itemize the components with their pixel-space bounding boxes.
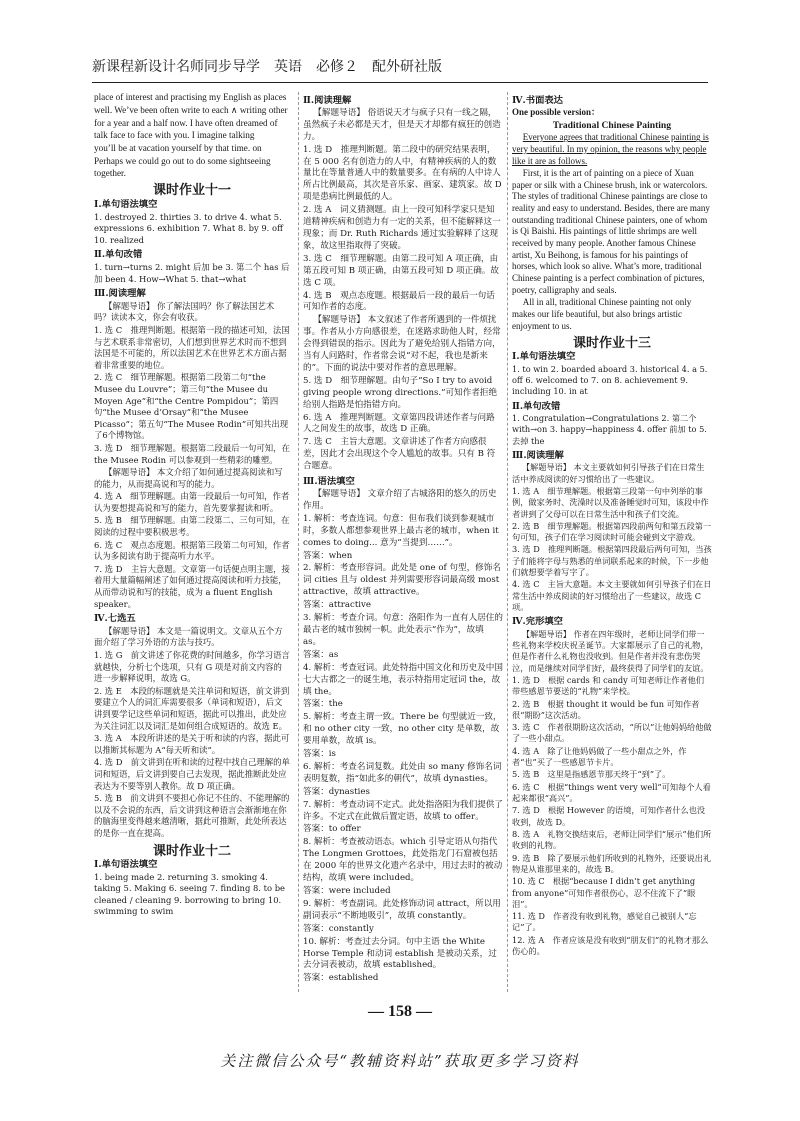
answer-line: 答案：were included — [303, 886, 391, 896]
answer-line: 答案：to offer — [303, 824, 361, 835]
answer-line: 答案：dynasties — [303, 786, 370, 797]
answer-line: 答案：the — [303, 699, 343, 710]
section-title: Ⅰ.单句语法填空 — [94, 199, 158, 211]
section-title: Ⅰ.单句语法填空 — [512, 351, 576, 363]
paragraph: 【解题导语】 文章介绍了古城洛阳的悠久的历史作用。 — [303, 489, 497, 511]
paragraph: 2. 选 A 词义猜测题。由上一段可知科学家只是知道精神疾病和创造力有一定的关系，但不能解释这一现象；而 Dr. Ruth Richards 通过实验解释了这现象，故这里指取得了突破。 — [303, 205, 501, 251]
column-right — [512, 92, 712, 958]
paragraph: 6. 选 C 观点态度题。根据第三段第二句可知，作者认为多阅读有助于提高听力水平。 — [94, 539, 290, 562]
paragraph: 6. 选 A 推理判断题。文章第四段讲述作者与问路人之间发生的故事，故选 D 正确。 — [303, 412, 495, 435]
section-title: Ⅳ.书面表达 — [512, 95, 563, 106]
answer-line: 答案：as — [303, 649, 339, 660]
paragraph: 6. 解析：考查名词复数。此处由 so many 修饰名词表明复数，指“如此多的朝代”，故填 dynasties。 — [303, 761, 502, 784]
essay-title: Traditional Chinese Painting — [552, 119, 672, 131]
paragraph: 2. 选 E 本段的标题就是关注单词和短语，前文讲到要建立个人的词汇库需要很多（单词和短语），后文讲到要学记这些单词和短语，据此可以推出，此处应为关注词汇以及词汇是如何组合成短语的。故选 E。 — [94, 685, 290, 731]
paragraph: 8. 选 A 礼物交换结束后，老师让同学们“展示”他们所收到的礼物。 — [512, 828, 712, 851]
page-number: — 158 — — [368, 1003, 432, 1020]
paragraph: 【解题导语】 本文叙述了作者所遇到的一件烦扰事。作者从小方向感很差，在迷路求助他人时，经常会得到错误的指示。因此为了避免给别人指错方向，当有人问路时，作者常会说“对不起，我也是新来的”。下面的说法中要对作者的意思理解。 — [303, 315, 501, 373]
paragraph: 9. 选 B 除了要展示他们所收到的礼物外，还要说出礼物是从谁那里来的，故选 B。 — [512, 852, 712, 874]
answer-line: 答案：established — [303, 973, 379, 984]
page-header — [92, 56, 708, 83]
paragraph: 9. 解析：考查副词。此处修饰动词 attract，所以用副词表示“不断地吸引”，故填 constantly。 — [303, 898, 501, 921]
paragraph: 1. 选 A 细节理解题。根据第三段第一句中列举的事例，做家务时、洗澡时以及准备睡觉时可知，该段中作者讲到了父母可以在日常生活中和孩子们交流。 — [512, 485, 709, 519]
paragraph: 5. 解析：考查主谓一致。There be 句型就近一致，和 no other city 一致，no other city 是单数，故要用单数，故填 is。 — [303, 712, 502, 747]
section-title: Ⅱ.阅读理解 — [303, 95, 352, 106]
paragraph: 4. 选 A 细节理解题。由第一段最后一句可知，作者认为要想提高说和写的能力，首先要掌握读和听。 — [94, 491, 290, 513]
column-divider — [507, 92, 508, 992]
paragraph: 【解题导语】 本文介绍了如何通过提高阅读和写的能力，从而提高说和写的能力。 — [94, 467, 283, 489]
paragraph: 10. 选 C 根据“because I didn’t get anything from anyone”可知作者很伤心，忍不住流下了“眼泪”。 — [512, 876, 696, 909]
paragraph: 2. 选 C 细节理解题。根据第二段第二句“the Musee du Louvre”；第三句“the Musee du Moyen Age”和“the Centre Pompidou”；第四句“the Musee d’Orsay”和“the Musee Picasso”；第五句“The Musee Rodin”可知共出现了6个博物馆。 — [94, 372, 289, 441]
paragraph: 5. 选 B 这里是指感恩节那天终于“到”了。 — [512, 769, 671, 780]
column-left — [94, 92, 290, 919]
paragraph: 4. 解析：考查冠词。此处特指中国文化和历史及中国七大古都之一的诞生地，表示特指用定冠词 the，故填 the。 — [303, 662, 503, 697]
section-title: Ⅳ.完形填空 — [512, 616, 563, 628]
paragraph: 7. 选 C 主旨大意题。文章讲述了作者方向感很差，因此才会出现这个令人尴尬的故事。只有 B 符合题意。 — [303, 437, 496, 472]
section-title: Ⅱ.单句改错 — [512, 400, 561, 412]
column-middle — [303, 92, 503, 986]
paragraph: 1. 解析：考查连词。句意：但布我们谈到参观城市时，多数人都想参观世界上最古老的城市，when it comes to doing... 意为“当提到……”。 — [303, 513, 499, 548]
paragraph: 【解题导语】 俗语说天才与疯子只有一线之隔，虽然疯子未必都是天才，但是天才却都有疯狂的创造力。 — [303, 107, 501, 142]
paragraph: 【解题导语】 本文主要就如何引导孩子们在日常生活中养成阅读的好习惯给出了一些建议。 — [512, 462, 705, 484]
answer-text: 1. to win 2. boarded aboard 3. historical 4. a 5. off 6. welcomed to 7. on 8. achievement 9. including 10. in at — [512, 363, 708, 397]
answer-text: 1. Congratulation→Congratulations 2. 第二个 with→on 3. happy→happiness 4. offer 前加 to 5. 去掉 the — [512, 413, 707, 446]
homework-title: 课时作业十一 — [152, 182, 231, 198]
paragraph: 3. 选 D 推理判断题。根据第四段最后两句可知，当孩子们能将字母与熟悉的单词联系起来的时候，下一步他们就想要学着写字了。 — [512, 544, 712, 578]
paragraph: 【解题导语】 本文是一篇说明文。文章从五个方面介绍了学习外语的方法与技巧。 — [94, 625, 283, 648]
paragraph: 5. 选 B 细节理解题。由第二段第二、三句可知，在阅读的过程中要积极思考。 — [94, 515, 290, 538]
paragraph: 10. 解析：考查过去分词。句中主语 the White Horse Temple 和动词 establish 是被动关系，过去分词表被动，故填 established。 — [303, 936, 497, 971]
paragraph: 8. 解析：考查被动语态。which 引导定语从句指代 The Longmen Grottoes，此处指龙门石窟被包括在 2000 年的世界文化遗产名录中，用过去时的被动结构，故填 were included。 — [303, 837, 503, 884]
answer-line: 答案：when — [303, 550, 353, 561]
text-line: well. We’ve been often write to each ∧ writing other — [94, 104, 288, 115]
text-line: Perhaps we could go out to do some sightseeing together. — [94, 155, 271, 178]
section-title: Ⅰ.单句语法填空 — [94, 859, 158, 871]
paragraph: 4. 选 A 除了让他妈妈做了一些小甜点之外，作者“也”买了一些感恩节卡片。 — [512, 745, 687, 768]
column-divider — [298, 92, 299, 992]
paragraph: 12. 选 A 作者应该是没有收到“朋友们”的礼物才那么伤心的。 — [512, 934, 709, 957]
header-title: 新课程新设计名师同步导学 英语 必修２ 配外研社版 — [92, 60, 442, 75]
answer-text: 1. being made 2. returning 3. smoking 4. taking 5. Making 6. seeing 7. finding 8. to be cleaned / cleaning 9. borrowing to bring 10. swimming to swim — [94, 871, 286, 917]
paragraph: 3. 选 C 细节理解题。由第二段可知 A 项正确，由第五段可知 B 项正确，由第五段可知 D 项正确。故选 C 项。 — [303, 253, 500, 288]
paragraph: 7. 解析：考查动词不定式。此处指洛阳为我们提供了许多。不定式在此做后置定语，故填 to offer。 — [303, 799, 503, 822]
answer-line: 答案：is — [303, 749, 336, 760]
paragraph: 1. 选 G 前文讲述了你花费的时间越多，你学习语言就越快，分析七个选项，只有 G 项是对前文内容的进一步解释说明，故选 G。 — [94, 650, 290, 684]
text-line: you’ll be at vacation yourself by that time. on — [94, 142, 262, 153]
section-title: Ⅳ.七选五 — [94, 613, 136, 625]
essay-paragraph: All in all, traditional Chinese painting not only makes our life beautiful, but also brings artistic enjoyment to us. — [512, 297, 692, 331]
paragraph: 【解题导语】 作者在四年级时，老师让同学们带一些礼物来学校庆祝圣诞节。大家都展示了自己的礼物，但是作者什么礼物也没收到。但是作者并没有悲伤哭泣，而是继续对同学们好，最终获得了同学们的友谊。 — [512, 628, 709, 673]
paragraph: 5. 选 B 前文讲到不要担心你记不住的、不能理解的以及不会说的东西，后文讲到这种语言会渐渐地在你的脑海里变得越来越清晰，据此可推断，此处所表达的是你一直在提高。 — [94, 793, 290, 838]
paragraph: 7. 选 D 主旨大意题。文章第一句话便点明主题，接着用大量篇幅阐述了如何通过提高阅读和听力技能，从而带动说和写的技能，成为 a fluent English speaker。 — [94, 563, 290, 609]
footer-note: 关注微信公众号“教辅资料站”获取更多学习资料 — [220, 1052, 580, 1070]
text-line: place of interest and practising my English as places — [94, 92, 287, 102]
paragraph: 3. 解析：考查介词。句意：洛阳作为一直有人居住的最古老的城市独树一帜。此处表示“作为”，故填 as。 — [303, 613, 503, 647]
section-title: Ⅲ.语法填空 — [303, 476, 355, 488]
paragraph: 4. 选 C 主旨大意题。本文主要就如何引导孩子们在日常生活中养成阅读的好习惯给出了一些建议，故选 C 项。 — [512, 579, 712, 613]
answer-text: 1. destroyed 2. thirties 3. to drive 4. what 5. expressions 6. exhibition 7. What 8. by 9. off 10. realized — [94, 211, 283, 245]
paragraph: 4. 选 D 前文讲到在听和读的过程中找自己理解的单词和短语，后文讲到要自己去发现，据此推断此处应表达为不要等别人教你。故 D 项正确。 — [94, 757, 290, 791]
paragraph: 2. 选 B 细节理解题。根据第四段前两句和第五段第一句可知，孩子们在学习阅读时可能会碰到文字游戏。 — [512, 520, 712, 543]
paragraph: 3. 选 A 本段所讲述的是关于听和读的内容，据此可以推断其标题为 A“每天听和读”。 — [94, 733, 290, 755]
essay-paragraph: Everyone agrees that traditional Chinese painting is very beautiful. In my opinion, the reasons why people like it are as follows. — [512, 132, 709, 166]
paragraph: 11. 选 D 作者没有收到礼物，感觉自己被别人“忘记”了。 — [512, 911, 697, 933]
homework-title: 课时作业十二 — [152, 842, 231, 858]
answer-text: 1. turn→turns 2. might 后加 be 3. 第二个 has 后加 been 4. How→What 5. that→what — [94, 262, 290, 284]
paragraph: 【解题导语】 你了解法国吗？你了解法国艺术吗？读读本文，你会有收获。 — [94, 300, 275, 323]
paragraph: 2. 解析：考查形容词。此处是 one of 句型，修饰名词 cities 且与 oldest 并列需要形容词最高级 most attractive，故填 attractive。 — [303, 563, 501, 598]
section-title: Ⅱ.单句改错 — [94, 249, 143, 261]
answer-line: 答案：constantly — [303, 923, 374, 934]
possible-version-label: One possible version： — [512, 107, 601, 118]
paragraph: 1. 选 D 根据 cards 和 candy 可知老师让作者他们带些感恩节要送的“礼物”来学校。 — [512, 674, 705, 697]
paragraph: 5. 选 D 细节理解题。由句子“So I try to avoid giving people wrong directions.”可知作者拒绝给别人指路是怕指错方向。 — [303, 375, 498, 410]
paragraph: 3. 选 C 作者很期盼这次活动，“所以”让他妈妈给他做了一些小甜点。 — [512, 722, 712, 744]
paragraph: 7. 选 D 根据 However 的语境，可知作者什么也没收到，故选 D。 — [512, 805, 706, 827]
section-title: Ⅲ.阅读理解 — [512, 449, 564, 461]
paragraph: 3. 选 D 细节理解题。根据第二段最后一句可知，在 the Musee Rodin 可以参观到一些精彩的雕塑。 — [94, 442, 290, 465]
paragraph: 1. 选 D 推理判断题。第二段中的研究结果表明，在 5 000 名有创造力的人中，有精神疾病的人的数量比在等量普通人中的数量要多。在有病的人中诗人所占比例最高，其次是音乐家、画家、建筑家。故 D 项是患病比例最低的人。 — [303, 144, 502, 203]
paragraph: 6. 选 C 根据“things went very well”可知每个人看起来都很“高兴”。 — [512, 781, 711, 804]
essay-paragraph: First, it is the art of painting on a piece of Xuan paper or silk with a Chinese brush, ink or watercolors. The styles of traditional Chinese paintings are close to reality and easy to understand. Besides, there are many outstanding traditional Chinese painters, one of whom is Qi Baishi. His paintings of little shrimps are well received by many people. Another famous Chinese artist, Xu Beihong, is famous for his paintings of horses, which look so alive. What’s more, traditional Chinese painting is a perfect combination of pictures, poetry, calligraphy and seals. — [512, 168, 710, 295]
paragraph: 1. 选 C 推理判断题。根据第一段的描述可知，法国与艺术联系非常密切，人们想到世界艺术时而不想到法国是不可能的，所以法国艺术在世界艺术方面占据着非常重要的地位。 — [94, 324, 290, 370]
homework-title: 课时作业十三 — [572, 335, 651, 351]
answer-line: 答案：attractive — [303, 600, 371, 611]
paragraph: 4. 选 B 观点态度题。根据最后一段的最后一句话可知作者的态度。 — [303, 290, 495, 313]
paragraph: 2. 选 B 根据 thought it would be fun 可知作者很“期盼”这次活动。 — [512, 698, 700, 720]
section-title: Ⅲ.阅读理解 — [94, 288, 146, 300]
text-line: for a year and a half now. I have often dreamed of talk face to face with you. I imagine talking — [94, 117, 278, 140]
